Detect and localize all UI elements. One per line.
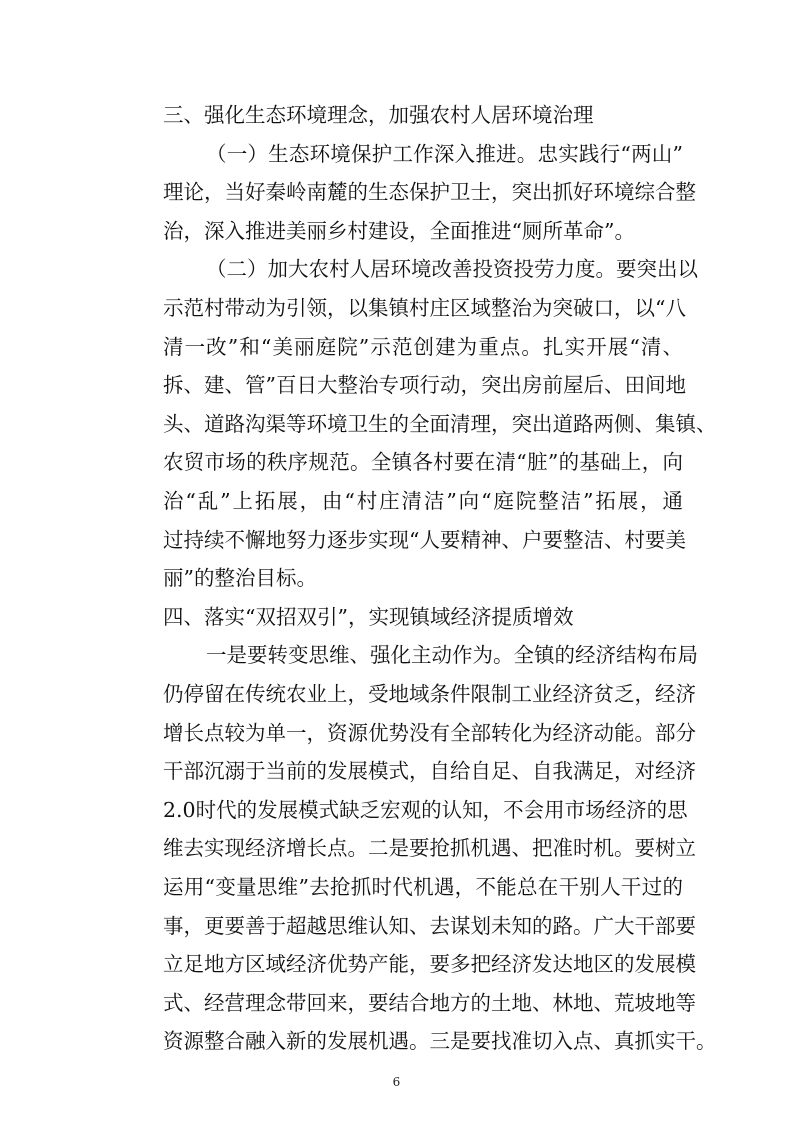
paragraph-line: 头、道路沟渠等环境卫生的全面清理，突出道路两侧、集镇、 [163,411,717,436]
section-heading-4: 四、落实“双招双引”，实现镇域经济提质增效 [163,604,574,629]
paragraph-line: 理论，当好秦岭南麓的生态保护卫士，突出抓好环境综合整 [163,180,696,205]
paragraph-line: 拆、建、管”百日大整治专项行动，突出房前屋后、田间地 [163,373,686,398]
paragraph-line: 运用“变量思维”去抢抓时代机遇，不能总在干别人干过的 [163,875,683,899]
paragraph-line: 过持续不懈地努力逐步实现“人要精神、户要整洁、村要美 [163,527,686,552]
paragraph-line: （二）加大农村人居环境改善投资投劳力度。要突出以 [206,257,698,282]
paragraph-line: 事，更要善于超越思维认知、去谋划未知的路。广大干部要 [163,913,696,938]
paragraph-line: 丽”的整治目标。 [163,566,317,591]
paragraph-line: 干部沉溺于当前的发展模式，自给自足、自我满足，对经济 [163,759,696,784]
paragraph-line: 式、经营理念带回来，要结合地方的土地、林地、荒坡地等 [163,990,696,1015]
paragraph-line: 增长点较为单一，资源优势没有全部转化为经济动能。部分 [163,720,696,745]
paragraph-line: 示范村带动为引领，以集镇村庄区域整治为突破口，以“八 [163,296,686,320]
paragraph-line: 仍停留在传统农业上，受地域条件限制工业经济贫乏，经济 [163,682,696,706]
page-number: 6 [392,1075,401,1089]
paragraph-line: 立足地方区域经济优势产能，要多把经济发达地区的发展模 [163,952,696,977]
paragraph-line: 治“乱”上拓展，由“村庄清洁”向“庭院整洁”拓展，通 [163,489,683,513]
paragraph-line: 2.0时代的发展模式缺乏宏观的认知，不会用市场经济的思 [163,797,688,822]
paragraph-line: 一是要转变思维、强化主动作为。全镇的经济结构布局 [206,643,698,668]
paragraph-line: 资源整合融入新的发展机遇。三是要找准切入点、真抓实干。 [163,1029,717,1054]
paragraph-line: 维去实现经济增长点。二是要抢抓机遇、把准时机。要树立 [163,836,696,861]
paragraph-line: （一）生态环境保护工作深入推进。忠实践行“两山” [206,141,683,166]
paragraph-line: 治，深入推进美丽乡村建设，全面推进“厕所革命”。 [163,218,635,243]
paragraph-line: 农贸市场的秩序规范。全镇各村要在清“脏”的基础上，向 [163,450,683,475]
paragraph-line: 清一改”和“美丽庭院”示范创建为重点。扎实开展“清、 [163,334,683,359]
section-heading-3: 三、强化生态环境理念，加强农村人居环境治理 [163,103,594,127]
